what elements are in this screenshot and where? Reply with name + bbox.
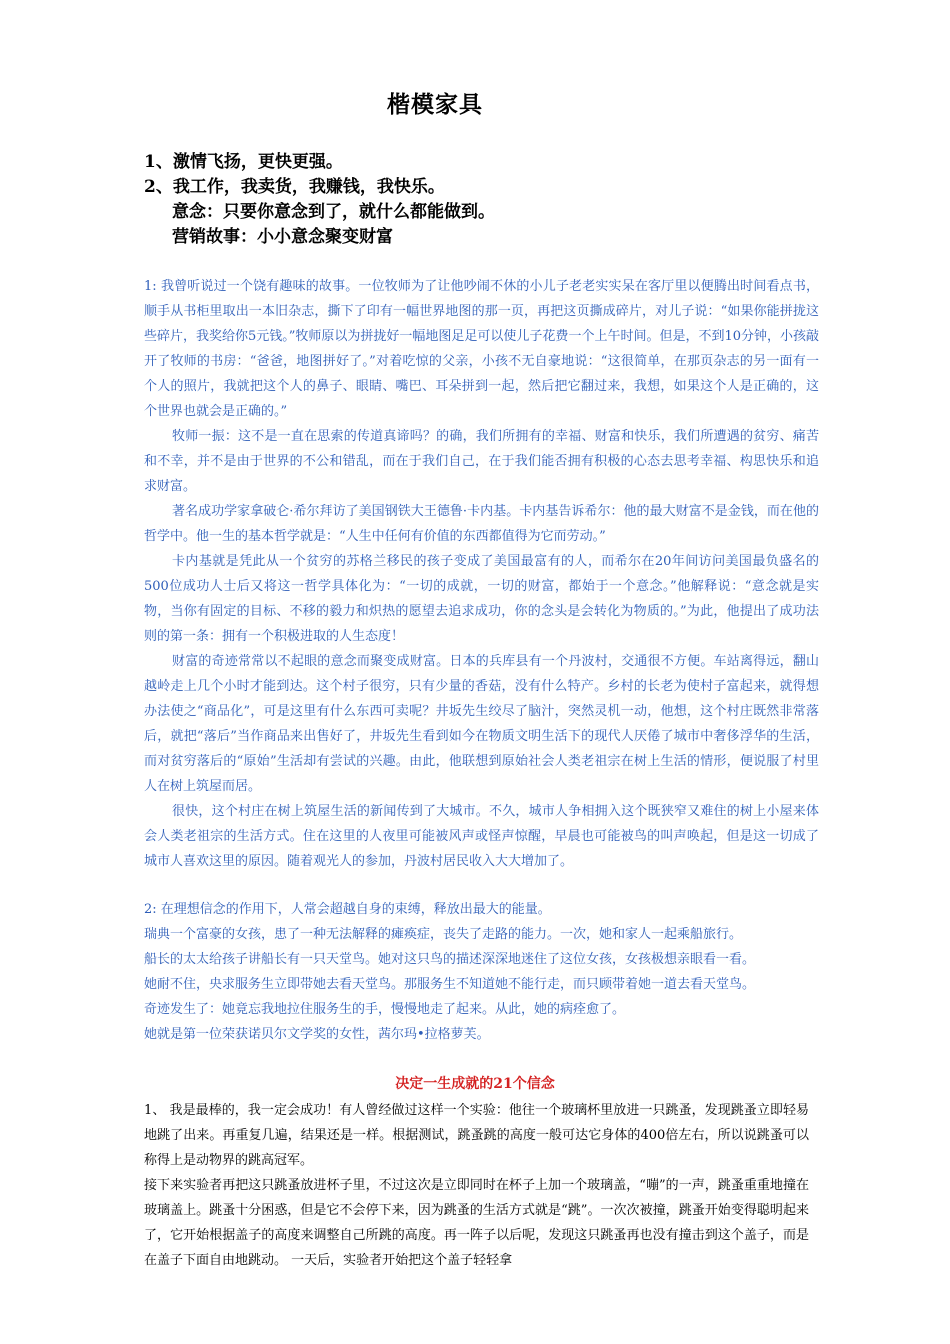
story-2-line: 她耐不住，央求服务生立即带她去看天堂鸟。那服务生不知道她不能行走，而只顾带着她一道去看天堂鸟。 — [144, 977, 756, 992]
story-2-line: 奇迹发生了：她竟忘我地拉住服务生的手，慢慢地走了起来。从此，她的病痊愈了。 — [144, 1002, 626, 1017]
slogan-list — [144, 150, 844, 250]
story-1-paragraph: 著名成功学家拿破仑·希尔拜访了美国钢铁大王德鲁·卡内基。卡内基告诉希尔：他的最大财富不是金钱，而在他的哲学中。他一生的基本哲学就是：“人生中任何有价值的东西都值得为它而劳动。” — [144, 504, 819, 544]
beliefs-paragraph: 接下来实验者再把这只跳蚤放进杯子里，不过这次是立即同时在杯子上加一个玻璃盖，“嘣”的一声，跳蚤重重地撞在玻璃盖上。跳蚤十分困惑，但是它不会停下来，因为跳蚤的生活方式就是“跳”。一次次被撞，跳蚤开始变得聪明起来了，它开始根据盖子的高度来调整自己所跳的高度。再一阵子以后呢，发现这只跳蚤再也没有撞击到这个盖子，而是在盖子下面自由地跳动。 一天后，实验者开始把这个盖子轻轻拿 — [144, 1178, 809, 1268]
story-2-line: 瑞典一个富豪的女孩，患了一种无法解释的瘫痪症，丧失了走路的能力。一次，她和家人一起乘船旅行。 — [144, 927, 743, 942]
slogan-story-title: 营销故事：小小意念聚变财富 — [172, 227, 393, 247]
story-2 — [144, 897, 819, 1047]
slogan-2: 2、我工作，我卖货，我赚钱，我快乐。 — [144, 177, 445, 197]
story-1-paragraph: 卡内基就是凭此从一个贫穷的苏格兰移民的孩子变成了美国最富有的人，而希尔在20年间访问美国最负盛名的500位成功人士后又将这一哲学具体化为：“一切的成就，一切的财富，都始于一个意念。”他解释说：“意念就是实物，当你有固定的目标、不移的毅力和炽热的愿望去追求成功，你的念头是会转化为物质的。”为此，他提出了成功法则的第一条：拥有一个积极进取的人生态度！ — [144, 554, 819, 644]
beliefs-body — [144, 1098, 809, 1273]
slogan-1: 1、激情飞扬，更快更强。 — [144, 152, 343, 172]
beliefs-paragraph: 1、 我是最棒的，我一定会成功！有人曾经做过这样一个实验：他往一个玻璃杯里放进一只跳蚤，发现跳蚤立即轻易地跳了出来。再重复几遍，结果还是一样。根据测试，跳蚤跳的高度一般可达它身体的400倍左右，所以说跳蚤可以称得上是动物界的跳高冠军。 — [144, 1103, 809, 1168]
story-2-line: 她就是第一位荣获诺贝尔文学奖的女性，茜尔玛•拉格萝芙。 — [144, 1027, 490, 1042]
story-1-paragraph: 牧师一振：这不是一直在思索的传道真谛吗？的确，我们所拥有的幸福、财富和快乐，我们所遭遇的贫穷、痛苦和不幸，并不是由于世界的不公和错乱，而在于我们自己，在于我们能否拥有积极的心态去思考幸福、构思快乐和追求财富。 — [144, 429, 819, 494]
story-1-paragraph: 很快，这个村庄在树上筑屋生活的新闻传到了大城市。不久，城市人争相拥入这个既狭窄又难住的树上小屋来体会人类老祖宗的生活方式。住在这里的人夜里可能被风声或怪声惊醒，早晨也可能被鸟的叫声唤起，但是这一切成了城市人喜欢这里的原因。随着观光人的参加，丹波村居民收入大大增加了。 — [144, 804, 819, 869]
story-2-line: 船长的太太给孩子讲船长有一只天堂鸟。她对这只鸟的描述深深地迷住了这位女孩，女孩极想亲眼看一看。 — [144, 952, 756, 967]
document-title: 楷模家具 — [387, 92, 483, 118]
story-1-paragraph: 财富的奇迹常常以不起眼的意念而聚变成财富。日本的兵库县有一个丹波村，交通很不方便。车站离得远，翻山越岭走上几个小时才能到达。这个村子很穷，只有少量的香菇，没有什么特产。乡村的长老为使村子富起来，就得想办法使之“商品化”，可是这里有什么东西可卖呢？井坂先生绞尽了脑汁，突然灵机一动，他想，这个村庄既然非常落后，就把“落后”当作商品来出售好了，井坂先生看到如今在物质文明生活下的现代人厌倦了城市中奢侈浮华的生活，而对贫穷落后的“原始”生活却有尝试的兴趣。由此，他联想到原始社会人类老祖宗在树上生活的情形，便说服了村里人在树上筑屋而居。 — [144, 654, 819, 794]
story-2-line: 2: 在理想信念的作用下，人常会超越自身的束缚，释放出最大的能量。 — [144, 902, 551, 917]
story-1 — [144, 274, 819, 874]
beliefs-heading: 决定一生成就的21个信念 — [395, 1076, 555, 1092]
slogan-motto: 意念：只要你意念到了，就什么都能做到。 — [172, 202, 495, 222]
story-1-paragraph: 1: 我曾听说过一个饶有趣味的故事。一位牧师为了让他吵闹不休的小儿子老老实实呆在客厅里以便腾出时间看点书，顺手从书柜里取出一本旧杂志，撕下了印有一幅世界地图的那一页，再把这页撕成碎片，对儿子说：“如果你能拼拢这些碎片，我奖给你5元钱。”牧师原以为拼拢好一幅地图足足可以使儿子花费一个上午时间。但是，不到10分钟，小孩敲开了牧师的书房：“爸爸，地图拼好了。”对着吃惊的父亲，小孩不无自豪地说：“这很简单，在那页杂志的另一面有一个人的照片，我就把这个人的鼻子、眼睛、嘴巴、耳朵拼到一起，然后把它翻过来，我想，如果这个人是正确的，这个世界也就会是正确的。” — [144, 279, 819, 419]
